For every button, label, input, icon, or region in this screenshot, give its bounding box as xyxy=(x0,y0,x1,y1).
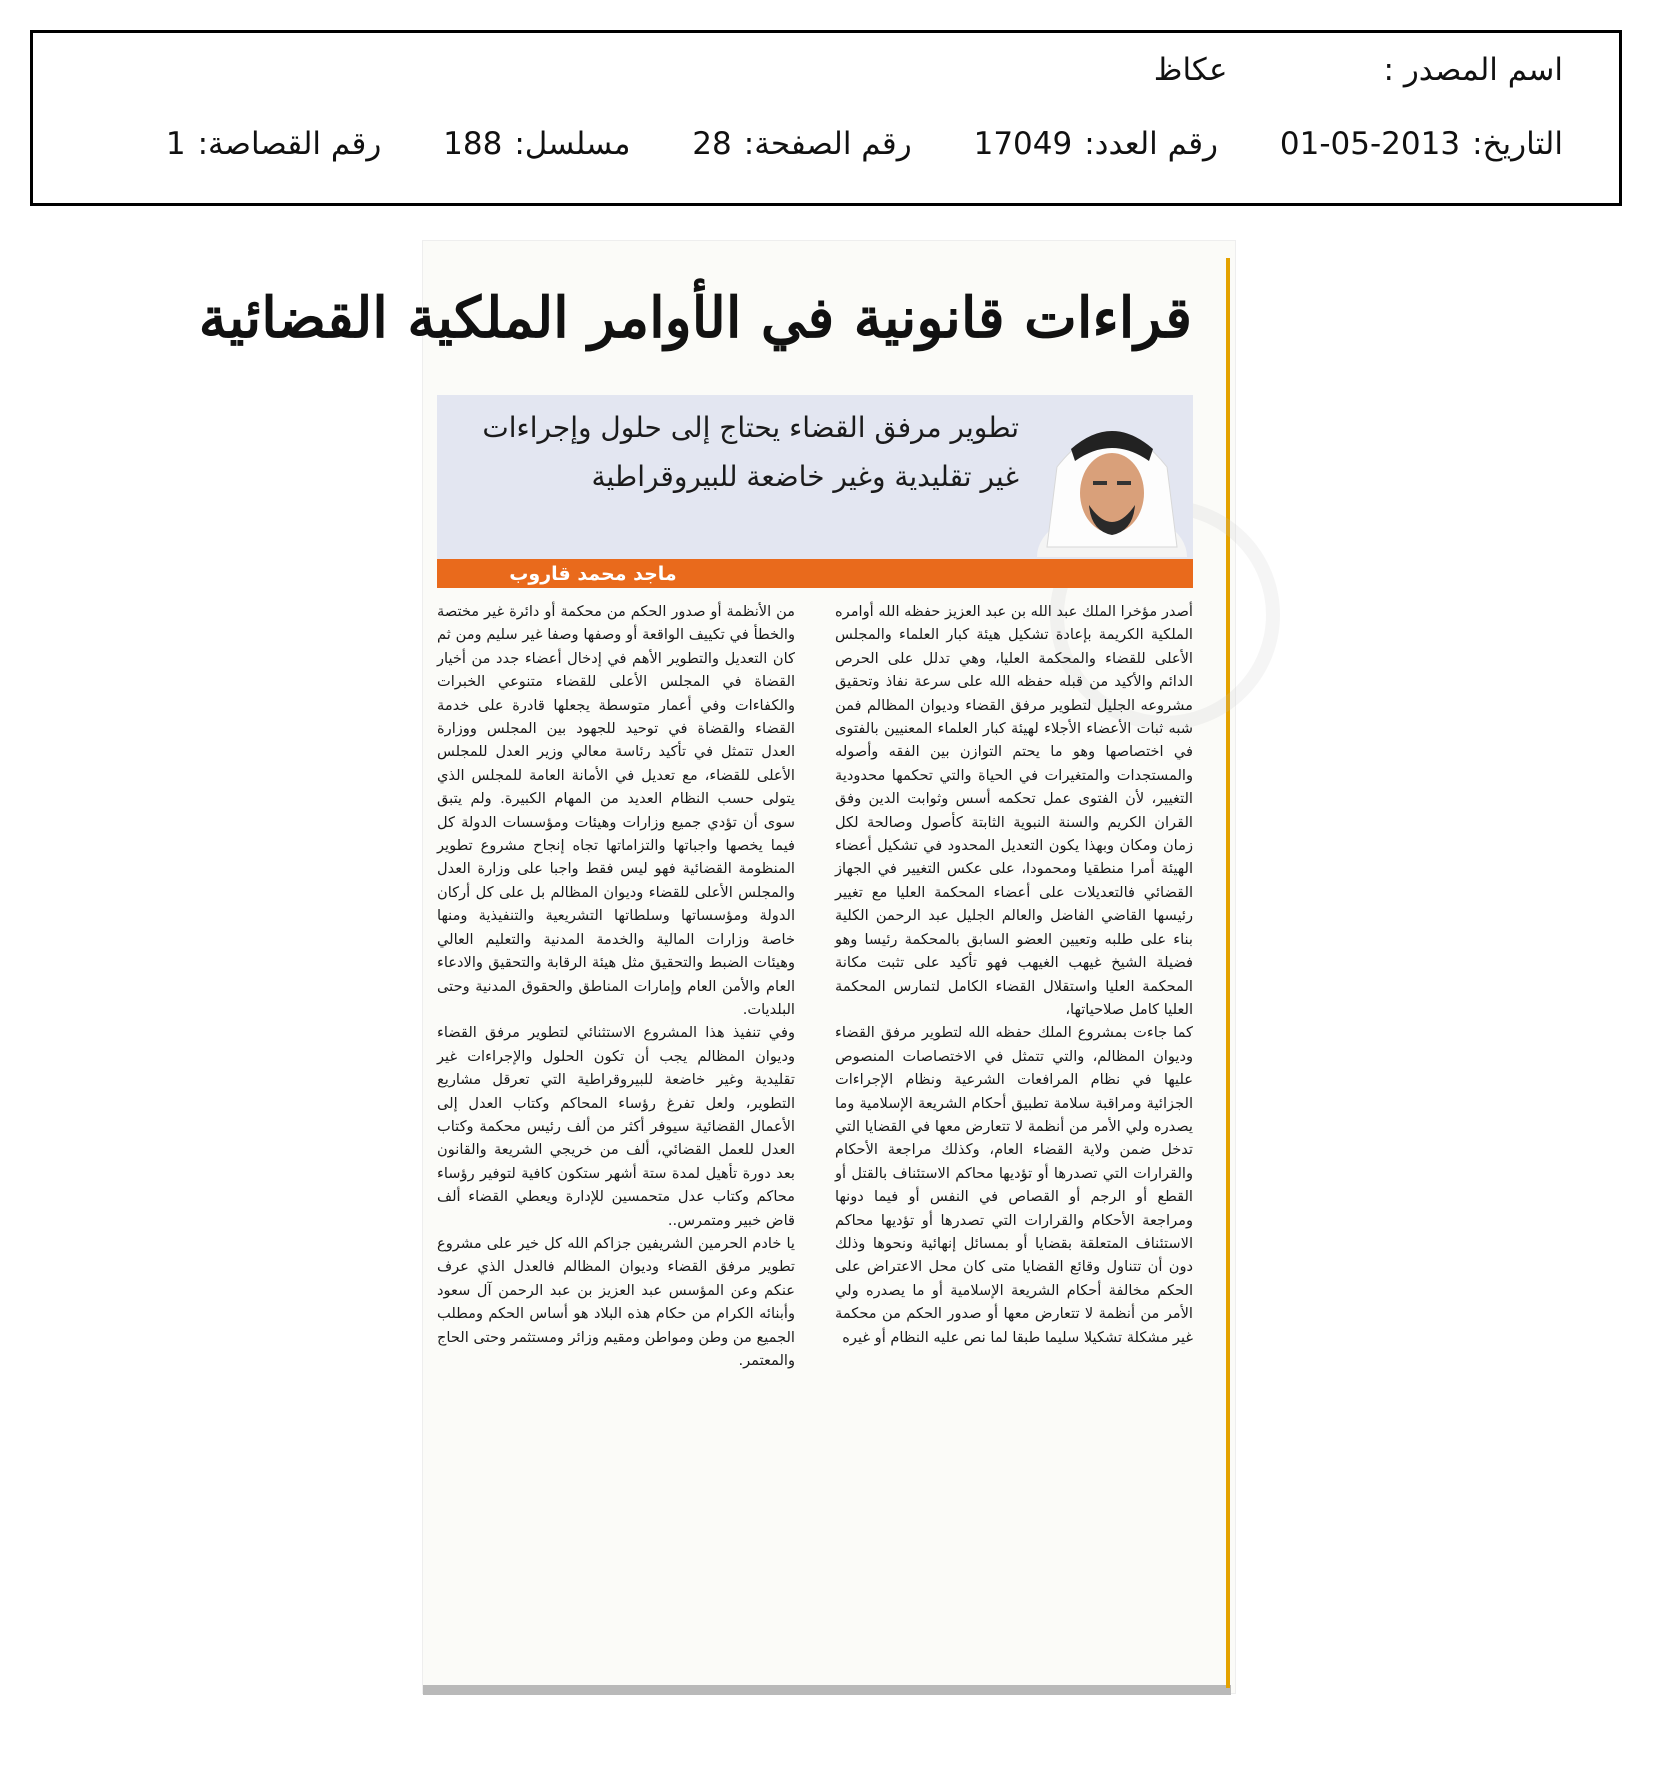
clip-accent-rule xyxy=(1226,258,1230,1688)
clip-field xyxy=(165,126,382,162)
issue-value: 17049 xyxy=(973,126,1073,162)
issue-label: رقم العدد: xyxy=(1084,126,1219,162)
clip-bottom-edge xyxy=(423,1685,1231,1695)
author-photo xyxy=(1037,407,1187,557)
date-label: التاريخ: xyxy=(1472,126,1563,162)
metadata-box xyxy=(30,30,1622,206)
page-value: 28 xyxy=(692,126,732,162)
paragraph: وفي تنفيذ هذا المشروع الاستثنائي لتطوير مرفق القضاء وديوان المظالم يجب أن تكون الحلول والإجراءات غير تقليدية وغير خاضعة للبيروقراطية التي تعرقل مشاريع التطوير، ولعل تفرغ رؤساء المحاكم وكتاب العدل إلى الأعمال القضائية سيوفر أكثر من ألف رئيس محكمة وكتاب العدل للعمل القضائي، ألف من خريجي الشريعة والقانون بعد دورة تأهيل لمدة ستة أشهر ستكون كافية لتوفير رؤساء محاكم وكتاب عدل متحمسين للإدارة ويعطي القضاء ألف قاض خبير ومتمرس.. xyxy=(437,1024,795,1229)
article-headline: قراءات قانونية في الأوامر الملكية القضائية xyxy=(198,285,1192,351)
paragraph: من الأنظمة أو صدور الحكم من محكمة أو دائرة غير مختصة والخطأ في تكييف الواقعة أو وصفها وصفا غير سليم ومن ثم كان التعديل والتطوير الأهم في إدخال أعضاء جدد من أخيار القضاة في المجلس الأعلى للقضاء متنوعي الخبرات والكفاءات وفي أعمار متوسطة يجعلها قادرة على خدمة القضاء والقضاة في توحيد للجهود بين المجلس ووزارة العدل تتمثل في تأكيد رئاسة معالي وزير العدل للمجلس الأعلى للقضاء، مع تعديل في الأمانة العامة للمجلس الذي يتولى حسب النظام العديد من المهام الكبيرة. ولم يتبق سوى أن تؤدي جميع وزارات وهيئات ومؤسسات الدولة كل فيما يخصها واجباتها والتزاماتها تجاه إنجاح مشروع تطوير المنظومة القضائية فهو ليس فقط واجبا على وزارة العدل والمجلس الأعلى للقضاء وديوان المظالم بل على كل أركان الدولة ومؤسساتها وسلطاتها التشريعية والتنفيذية ومنها خاصة وزارات المالية والخدمة المدنية والتعليم العالي وهيئات الضبط والتحقيق مثل هيئة الرقابة والتحقيق والادعاء العام والأمن العام وإمارات المناطق والحقوق المدنية وحتى البلديات. xyxy=(437,603,795,1018)
source-label: اسم المصدر : xyxy=(1383,52,1563,88)
article-column-right xyxy=(835,600,1193,1349)
serial-label: مسلسل: xyxy=(514,126,631,162)
page-label: رقم الصفحة: xyxy=(743,126,912,162)
issue-field xyxy=(973,126,1219,162)
source-row xyxy=(1153,52,1563,88)
subheadline-box xyxy=(437,395,1193,559)
paragraph: أصدر مؤخرا الملك عبد الله بن عبد العزيز حفظه الله أوامره الملكية الكريمة بإعادة تشكيل هيئة كبار العلماء والمجلس الأعلى للقضاء والمحكمة العليا، وهي تدلل على الحرص الدائم والأكيد من قبله حفظه الله على سرعة نفاذ وتحقيق مشروعه الجليل لتطوير مرفق القضاء وديوان المظالم فمن شبه ثبات الأعضاء الأجلاء لهيئة كبار العلماء المعنيين بالفتوى في اختصاصها وهو ما يحتم التوازن بين الفقه وأصوله والمستجدات والمتغيرات في الحياة والتي تحكمها محدودية التغيير، لأن الفتوى عمل تحكمه أسس وثوابت الدين وفق القران الكريم والسنة النبوية الثابتة كأصول وصالحة لكل زمان ومكان وبهذا يكون التعديل المحدود في تشكيل أعضاء الهيئة أمرا منطقيا ومحمودا، على عكس التغيير في الجهاز القضائي فالتعديلات على أعضاء المحكمة العليا مع تغيير رئيسها القاضي الفاضل والعالم الجليل عبد الرحمن الكلية بناء على طلبه وتعيين العضو السابق بالمحكمة رئيسا وهو فضيلة الشيخ غيهب الغيهب فهو تأكيد على تثبت مكانة المحكمة العليا واستقلال القضاء الكامل لتمارس المحكمة العليا كامل صلاحياتها، xyxy=(835,603,1193,1018)
details-row xyxy=(114,126,1563,162)
date-field xyxy=(1279,126,1563,162)
article-subheadline: تطوير مرفق القضاء يحتاج إلى حلول وإجراءات غير تقليدية وغير خاضعة للبيروقراطية xyxy=(482,411,1019,493)
serial-value: 188 xyxy=(443,126,503,162)
serial-field xyxy=(443,126,631,162)
paragraph: كما جاءت بمشروع الملك حفظه الله لتطوير مرفق القضاء وديوان المظالم، والتي تتمثل في الاختصاصات المنصوص عليها في نظام المرافعات الشرعية ونظام الإجراءات الجزائية ومراقبة سلامة تطبيق أحكام الشريعة الإسلامية وما يصدره ولي الأمر من أنظمة لا تتعارض معها في القضايا التي تدخل ضمن ولاية القضاء العام، وكذلك مراجعة الأحكام والقرارات التي تصدرها أو تؤديها محاكم الاستئناف بالقتل أو القطع أو الرجم أو القصاص في النفس أو فيما دونها ومراجعة الأحكام والقرارات التي تصدرها أو تؤديها محاكم الاستئناف المتعلقة بقضايا أو بمسائل إنهائية ونحوها وذلك دون أن تتناول وقائع القضايا متى كان محل الاعتراض على الحكم مخالفة أحكام الشريعة الإسلامية أو ما يصدره ولي الأمر من أنظمة لا تتعارض معها أو صدور الحكم من محكمة غير مشكلة تشكيلا سليما طبقا لما نص عليه النظام أو غيره xyxy=(835,1024,1193,1346)
page-field xyxy=(692,126,912,162)
article-column-left xyxy=(437,600,795,1372)
clip-value: 1 xyxy=(165,126,186,162)
clip-label: رقم القصاصة: xyxy=(197,126,382,162)
source-value: عكاظ xyxy=(1153,52,1228,88)
author-bar xyxy=(437,559,1193,588)
author-name: ماجد محمد قاروب xyxy=(509,563,677,585)
date-value: 2013-05-01 xyxy=(1279,126,1461,162)
paragraph: يا خادم الحرمين الشريفين جزاكم الله كل خير على مشروع تطوير مرفق القضاء وديوان المظالم فالعدل الذي عرف عنكم وعن المؤسس عبد العزيز بن عبد الرحمن آل سعود وأبنائه الكرام من حكام هذه البلاد هو أساس الحكم ومطلب الجميع من وطن ومواطن ومقيم وزائر ومستثمر وحتى الحاج والمعتمر. xyxy=(437,1234,795,1369)
